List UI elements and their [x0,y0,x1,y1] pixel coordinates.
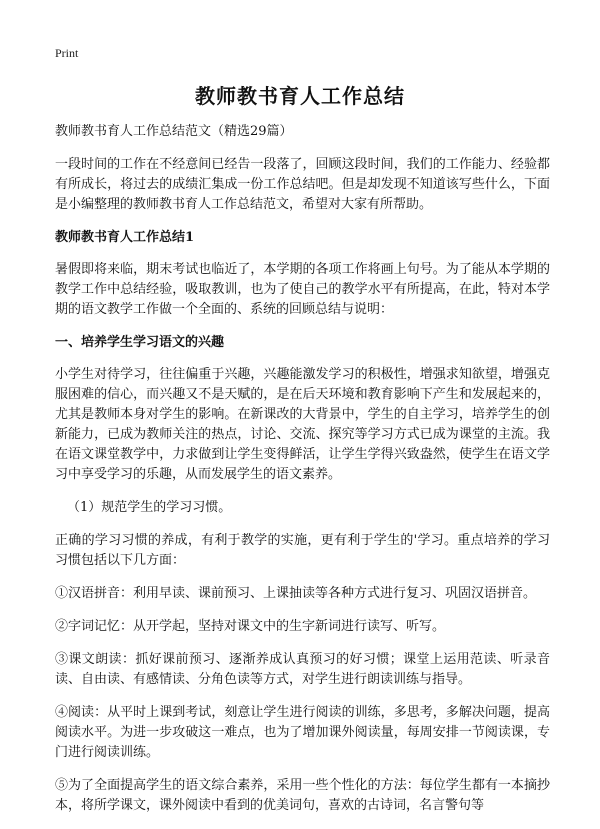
part-heading: 一、培养学生学习语文的兴趣 [55,335,225,350]
list-item: ③课文朗读：抓好课前预习、逐渐养成认真预习的好习惯；课堂上运用范读、听录音读、自由读、有感情读、分角色读等方式，对学生进行朗读训练与指导。 [55,652,550,687]
section-intro-paragraph: 暑假即将来临，期末考试也临近了，本学期的各项工作将画上句号。为了能从本学期的教学工作中总结经验，吸取教训，也为了使自己的教学水平有所提高，在此，特对本学期的语文教学工作做一个全面的、系统的回顾总结与说明： [55,262,550,317]
page-title: 教师教书育人工作总结 [195,84,405,108]
intro-paragraph: 一段时间的工作在不经意间已经告一段落了，回顾这段时间，我们的工作能力、经验都有所成长，将过去的成绩汇集成一份工作总结吧。但是却发现不知道该写些什么，下面是小编整理的教师教书育人工作总结范文，希望对大家有所帮助。 [55,157,550,212]
list-item: ②字词记忆：从开学起，坚持对课文中的生字新词进行读写、听写。 [55,619,446,634]
habit-heading: （1）规范学生的学习习惯。 [67,500,232,515]
list-item: ④阅读：从平时上课到考试，刻意让学生进行阅读的训练，多思考，多解决问题，提高阅读水平。为进一步攻破这一难点，也为了增加课外阅读量，每周安排一节阅读课，专门进行阅读训练。 [55,705,550,760]
section-heading: 教师教书育人工作总结1 [55,230,195,245]
print-link[interactable]: Print [55,46,79,60]
habit-intro-paragraph: 正确的学习习惯的养成，有利于教学的实施，更有利于学生的'学习。重点培养的学习习惯包括以下几方面： [55,533,550,568]
list-item: ⑤为了全面提高学生的语文综合素养，采用一些个性化的方法：每位学生都有一本摘抄本，将所学课文，课外阅读中看到的优美词句，喜欢的古诗词，名言警句等 [55,778,550,813]
list-item: ①汉语拼音：利用早读、课前预习、上课抽读等各种方式进行复习、巩固汉语拼音。 [55,586,537,601]
document-subtitle: 教师教书育人工作总结范文（精选29篇） [55,124,293,139]
document-body [55,122,550,829]
part-body-paragraph: 小学生对待学习，往往偏重于兴趣，兴趣能激发学习的积极性，增强求知欲望，增强克服困难的信心，而兴趣又不是天赋的，是在后天环境和教育影响下产生和发展起来的，尤其是教师本身对学生的影响。在新课改的大背景中，学生的自主学习，培养学生的创新能力，已成为教师关注的热点，讨论、交流、探究等学习方式已成为课堂的主流。我在语文课堂教学中，力求做到让学生变得鲜活，让学生学得兴致盎然，使学生在语文学习中享受学习的乐趣，从而发展学生的语文素养。 [55,367,550,482]
